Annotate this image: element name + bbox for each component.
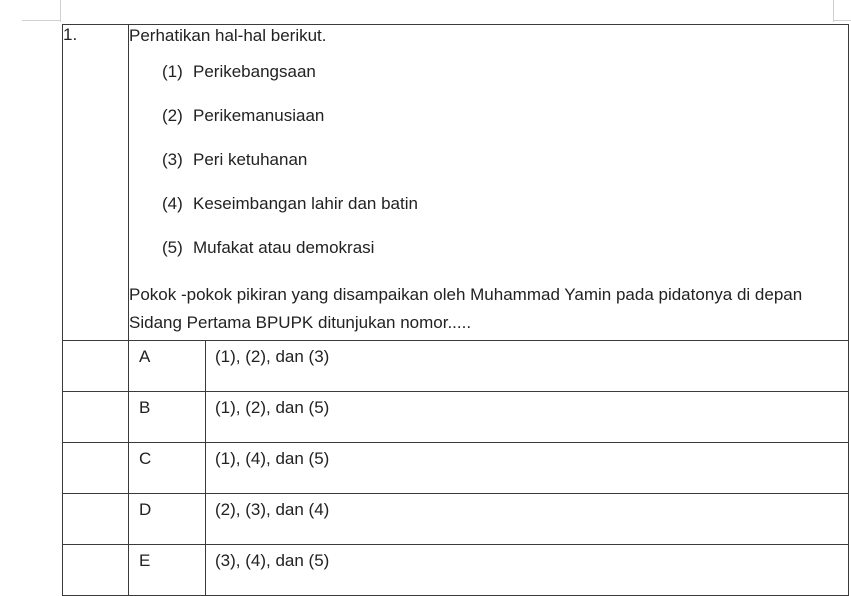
option-row	[63, 392, 849, 443]
option-letter: A	[129, 341, 206, 392]
question-table	[62, 24, 849, 596]
list-item	[162, 237, 848, 281]
option-text: (3), (4), dan (5)	[206, 545, 849, 596]
option-row	[63, 494, 849, 545]
list-item	[162, 193, 848, 237]
item-text: Peri ketuhanan	[193, 150, 308, 169]
option-spacer	[63, 392, 129, 443]
item-number: (1)	[162, 62, 183, 81]
option-letter: B	[129, 392, 206, 443]
option-letter: C	[129, 443, 206, 494]
item-text: Mufakat atau demokrasi	[193, 238, 375, 257]
option-row	[63, 443, 849, 494]
option-text: (1), (2), dan (3)	[206, 341, 849, 392]
question-stem	[129, 25, 849, 341]
question-prompt: Pokok -pokok pikiran yang disampaikan oleh Muhammad Yamin pada pidatonya di depan Sidang Pertama BPUPK ditunjukan nomor.....	[129, 285, 803, 332]
item-list	[129, 61, 848, 281]
list-item	[162, 61, 848, 105]
option-spacer	[63, 494, 129, 545]
item-text: Perikemanusiaan	[193, 106, 325, 125]
option-row	[63, 341, 849, 392]
option-spacer	[63, 341, 129, 392]
option-letter: D	[129, 494, 206, 545]
option-text: (1), (2), dan (5)	[206, 392, 849, 443]
item-number: (2)	[162, 106, 183, 125]
option-letter: E	[129, 545, 206, 596]
item-number: (5)	[162, 238, 183, 257]
margin-guide-right-vertical	[833, 0, 834, 22]
item-number: (4)	[162, 194, 183, 213]
option-text: (1), (4), dan (5)	[206, 443, 849, 494]
margin-guide-left-vertical	[60, 0, 61, 22]
option-spacer	[63, 443, 129, 494]
list-item	[162, 149, 848, 193]
option-text: (2), (3), dan (4)	[206, 494, 849, 545]
option-row	[63, 545, 849, 596]
margin-guide-right	[833, 20, 851, 21]
item-number: (3)	[162, 150, 183, 169]
option-spacer	[63, 545, 129, 596]
question-number: 1.	[63, 25, 129, 341]
question-row	[63, 25, 849, 341]
item-text: Keseimbangan lahir dan batin	[193, 194, 418, 213]
page-top-margin	[0, 0, 851, 22]
margin-guide-left	[22, 20, 60, 21]
item-text: Perikebangsaan	[193, 62, 316, 81]
question-intro: Perhatikan hal-hal berikut.	[129, 26, 327, 45]
list-item	[162, 105, 848, 149]
